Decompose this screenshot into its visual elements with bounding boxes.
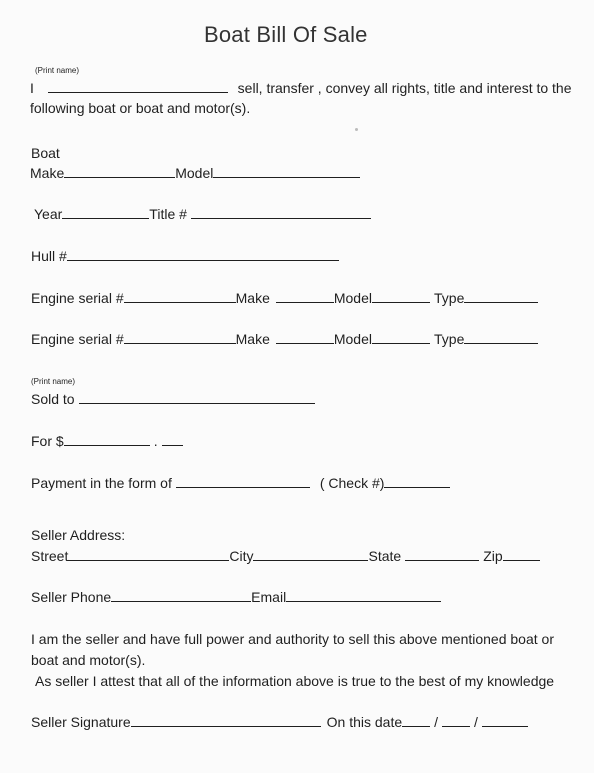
make-label: Make (30, 165, 65, 181)
model-label: Model (175, 165, 214, 181)
scan-speck (355, 128, 358, 131)
seller-address-heading: Seller Address: (31, 527, 126, 543)
date-day-field[interactable] (442, 715, 470, 727)
email-label: Email (251, 589, 287, 605)
print-name-hint: (Print name) (35, 66, 80, 75)
hull-row (31, 248, 339, 264)
statement-line-2: boat and motor(s). (31, 652, 146, 668)
street-field[interactable] (68, 549, 229, 561)
state-label: State (368, 548, 402, 564)
payment-row (31, 475, 450, 491)
engine-serial-field[interactable] (124, 291, 236, 303)
engine-model-label: Model (333, 290, 372, 306)
year-title-row (34, 206, 371, 222)
check-number-field[interactable] (384, 476, 450, 488)
print-name-hint: (Print name) (31, 377, 76, 386)
zip-label: Zip (483, 548, 503, 564)
engine-make-label: Make (235, 331, 270, 347)
contact-row (31, 589, 441, 605)
document-title: Boat Bill Of Sale (204, 22, 368, 47)
engine-make-field[interactable] (276, 332, 334, 344)
check-label: ( Check #) (319, 475, 385, 491)
sold-to-label: Sold to (31, 391, 75, 407)
email-field[interactable] (286, 590, 441, 602)
seller-name-field[interactable] (48, 81, 228, 93)
make-model-row (30, 165, 360, 181)
city-field[interactable] (253, 549, 368, 561)
engine-serial-label: Engine serial # (31, 290, 124, 306)
engine-type-field[interactable] (464, 291, 538, 303)
make-field[interactable] (64, 166, 175, 178)
engine-type-label: Type (434, 331, 465, 347)
date-month-field[interactable] (402, 715, 430, 727)
date-separator: / (434, 714, 439, 730)
signature-label: Seller Signature (31, 714, 131, 730)
street-label: Street (31, 548, 69, 564)
engine-make-label: Make (235, 290, 270, 306)
price-row (31, 433, 183, 449)
hull-label: Hull # (31, 248, 67, 264)
engine-model-label: Model (333, 331, 372, 347)
decimal-point: . (153, 433, 158, 449)
statement-line-1: I am the seller and have full power and authority to sell this above mentioned boat or (31, 631, 554, 647)
statement-line-3: As seller I attest that all of the information above is true to the best of my knowledge (35, 673, 555, 689)
engine-make-field[interactable] (276, 291, 334, 303)
engine-serial-field[interactable] (124, 332, 236, 344)
engine-type-label: Type (434, 290, 465, 306)
boat-heading: Boat (31, 145, 60, 161)
price-cents-field[interactable] (162, 434, 183, 446)
engine-row-2 (31, 331, 538, 347)
state-field[interactable] (405, 549, 479, 561)
signature-field[interactable] (131, 715, 321, 727)
for-label: For $ (31, 433, 64, 449)
engine-model-field[interactable] (372, 332, 430, 344)
city-label: City (229, 548, 254, 564)
hull-field[interactable] (67, 249, 339, 261)
signature-row (31, 714, 528, 730)
title-no-label: Title # (149, 206, 187, 222)
payment-form-field[interactable] (176, 476, 310, 488)
date-year-field[interactable] (482, 715, 528, 727)
engine-serial-label: Engine serial # (31, 331, 124, 347)
intro-line-2: following boat or boat and motor(s). (30, 100, 251, 116)
intro-line-1 (30, 80, 572, 96)
address-row (31, 548, 540, 564)
seller-phone-field[interactable] (111, 590, 251, 602)
price-dollars-field[interactable] (64, 434, 150, 446)
seller-phone-label: Seller Phone (31, 589, 112, 605)
buyer-name-field[interactable] (79, 392, 315, 404)
date-label: On this date (326, 714, 403, 730)
title-no-field[interactable] (191, 207, 371, 219)
year-field[interactable] (62, 207, 149, 219)
engine-row-1 (31, 290, 538, 306)
intro-rest: sell, transfer , convey all rights, title and interest to the (237, 80, 572, 96)
sold-to-row (31, 391, 315, 407)
engine-type-field[interactable] (464, 332, 538, 344)
year-label: Year (34, 206, 63, 222)
payment-label: Payment in the form of (31, 475, 172, 491)
intro-i: I (30, 80, 34, 96)
model-field[interactable] (213, 166, 360, 178)
date-separator: / (474, 714, 478, 730)
zip-field[interactable] (503, 549, 540, 561)
engine-model-field[interactable] (372, 291, 430, 303)
